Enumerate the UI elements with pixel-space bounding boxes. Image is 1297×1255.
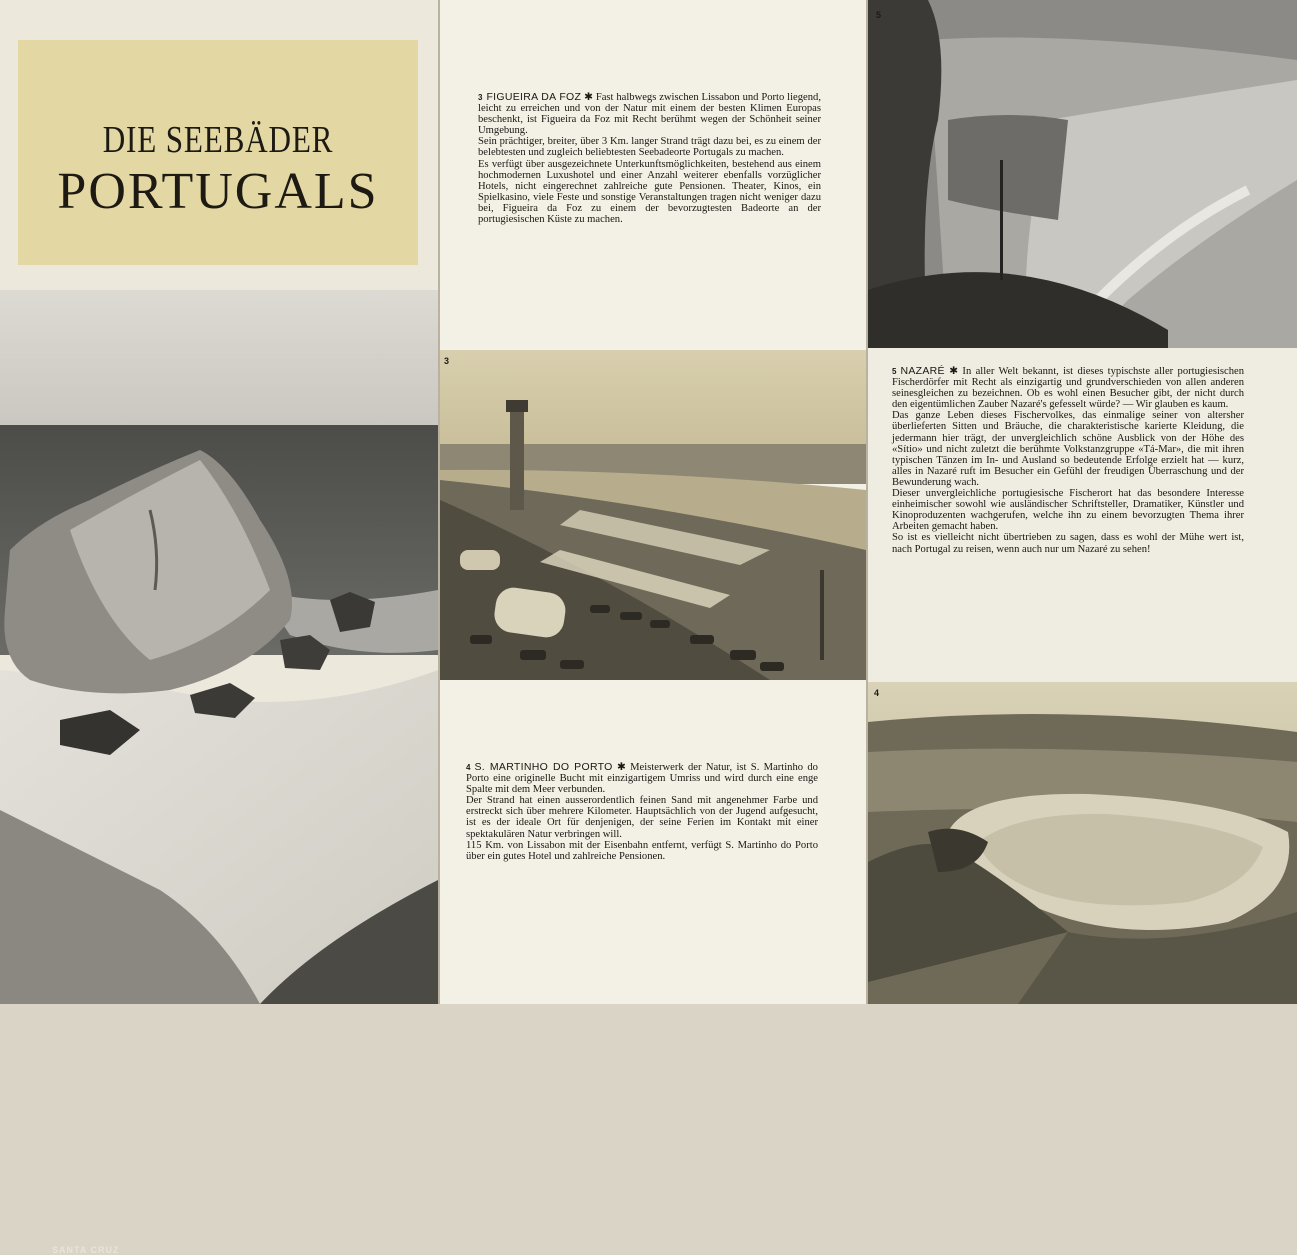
nazare-photo [868, 0, 1297, 348]
martinho-photo [868, 682, 1297, 1004]
martinho-body-1: Meisterwerk der Natur, ist S. Martinho do Porto eine originelle Bucht mit einzigartigem Umriss und wird durch eine enge Spalte mit dem Meer verbunden. [466, 762, 818, 796]
nazare-paragraph-4: So ist es vielleicht nicht übertrieben zu sagen, dass es wohl der Mühe wert ist, nach Portugal zu reisen, wenn auch nur um Nazaré zu sehen! [892, 532, 1244, 555]
martinho-heading: S. MARTINHO DO PORTO [474, 761, 613, 773]
nazare-body-1: In aller Welt bekannt, ist dieses typischste aller portugiesischen Fischerdörfer mit Recht als einzigartig und grundverschieden von allen anderen seinesgleichen zu bezeichnen. Ob es wohl einen Besucher gibt, der nicht durch den eigentümlichen Zauber Nazaré's gefesselt würde? — Wir glauben es kaum. [892, 366, 1245, 411]
figueira-paragraph-1 [478, 92, 821, 136]
photo-caption: SANTA CRUZ [52, 1245, 120, 1255]
santa-cruz-photo [0, 290, 438, 1255]
nazare-number: 5 [892, 367, 897, 376]
title-line-2: PORTUGALS [57, 163, 379, 220]
nazare-paragraph-3: Dieser unvergleichliche portugiesische Fischerort hat das besondere Interesse einheimischer sowohl wie ausländischer Schriftsteller, Dramatiker, Künstler und Kinoproduzenten wachgerufen, welche ihn zu einem bevorzugten Thema ihrer Arbeiten gemacht haben. [892, 488, 1244, 533]
figueira-number: 3 [478, 93, 483, 102]
figueira-paragraph-3: Es verfügt über ausgezeichnete Unterkunftsmöglichkeiten, bestehend aus einem hochmodernen Luxushotel und einer Anzahl weiterer ebenfalls vorzüglicher Hotels, nicht eingerechnet zahlreiche gute Pensionen. Theater, Kinos, ein Spielkasino, viele Feste und sonstige Veranstaltungen tragen nicht weniger dazu bei, Figueira da Foz zu einem der bevorzugtesten Badeorte an der portugiesischen Küste zu machen. [478, 158, 821, 226]
star-icon: ✱ [616, 762, 626, 773]
middle-panel [440, 0, 866, 1004]
cover-panel [0, 0, 438, 1255]
title-box [18, 40, 418, 265]
right-panel [868, 0, 1297, 1004]
star-icon: ✱ [949, 366, 959, 377]
nazare-paragraph-1 [892, 366, 1244, 410]
photo-number: 4 [874, 688, 880, 698]
martinho-paragraph-1 [466, 762, 818, 795]
title-line-1: DIE SEEBÄDER [102, 119, 334, 161]
nazare-text [892, 366, 1244, 555]
nazare-heading: NAZARÉ [900, 365, 945, 377]
martinho-number: 4 [466, 763, 471, 772]
martinho-paragraph-2: Der Strand hat einen ausserordentlich feinen Sand mit angenehmer Farbe und erstreckt sich über mehrere Kilometer. Hauptsächlich von der Jugend aufgesucht, ist es der ideale Ort für denjenigen, der seine Ferien im Kontakt mit einer spektakulären Natur verbringen will. [466, 795, 818, 840]
martinho-text [466, 762, 818, 862]
figueira-heading: FIGUEIRA DA FOZ [486, 91, 582, 103]
martinho-paragraph-3: 115 Km. von Lissabon mit der Eisenbahn entfernt, verfügt S. Martinho do Porto über ein gutes Hotel und zahlreiche Pensionen. [466, 839, 818, 862]
figueira-body-1: Fast halbwegs zwischen Lissabon und Porto liegend, leicht zu erreichen und von der Natur mit einem der besten Klimen Europas beschenkt, ist Figueira da Foz mit Recht berühmt wegen der Schönheit seiner Umgebung. [478, 92, 821, 137]
photo-number: 3 [444, 356, 450, 366]
star-icon: ✱ [584, 92, 593, 103]
figueira-paragraph-2: Sein prächtiger, breiter, über 3 Km. langer Strand trägt dazu bei, es zu einem der belebtesten und zugleich beliebtesten Seebadeorte Portugals zu machen. [478, 136, 821, 159]
photo-number: 5 [876, 10, 882, 20]
figueira-photo [440, 350, 866, 680]
figueira-text [478, 92, 821, 225]
nazare-paragraph-2: Das ganze Leben dieses Fischervolkes, das einmalige seiner von altersher überlieferten Sitten und Bräuche, die charakteristische karierte Kleidung, die jedermann hier trägt, der unvergleichlich schöne Ausblick von der Höhe des «Sítio» und nicht zuletzt die berühmte Volkstanzgruppe «Tá-Mar», die mit ihren typischen Tänzen im In- und Ausland so bedeutende Erfolge erzielt hat — kurz, alles in Nazaré ruft im Besucher ein Gefühl der freudigen Überraschung und der Bewunderung wach. [892, 410, 1244, 488]
